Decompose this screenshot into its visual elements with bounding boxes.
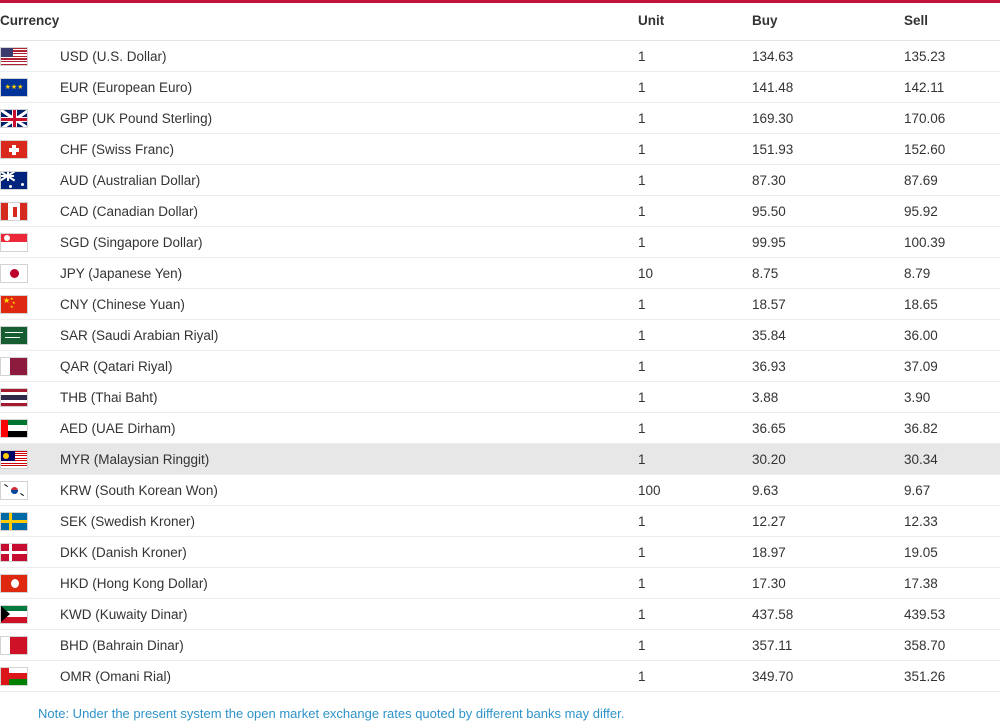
table-row[interactable] [0, 196, 1000, 227]
table-row[interactable] [0, 382, 1000, 413]
currency-buy-cell: 95.50 [752, 196, 904, 227]
currency-flag-cell [0, 661, 60, 692]
currency-name-cell: KRW (South Korean Won) [60, 475, 638, 506]
currency-unit-cell: 1 [638, 289, 752, 320]
currency-buy-cell: 12.27 [752, 506, 904, 537]
currency-flag-cell [0, 320, 60, 351]
currency-flag-cell [0, 41, 60, 72]
currency-name-cell: AUD (Australian Dollar) [60, 165, 638, 196]
flag-krw-icon [0, 481, 28, 500]
currency-unit-cell: 1 [638, 320, 752, 351]
flag-aed-icon [0, 419, 28, 438]
table-row[interactable] [0, 289, 1000, 320]
currency-buy-cell: 36.65 [752, 413, 904, 444]
currency-buy-cell: 169.30 [752, 103, 904, 134]
currency-name-cell: CHF (Swiss Franc) [60, 134, 638, 165]
currency-sell-cell: 36.00 [904, 320, 1000, 351]
currency-buy-cell: 437.58 [752, 599, 904, 630]
currency-buy-cell: 357.11 [752, 630, 904, 661]
flag-kwd-icon [0, 605, 28, 624]
currency-sell-cell: 17.38 [904, 568, 1000, 599]
currency-sell-cell: 135.23 [904, 41, 1000, 72]
currency-unit-cell: 1 [638, 103, 752, 134]
table-row[interactable] [0, 475, 1000, 506]
currency-unit-cell: 1 [638, 630, 752, 661]
currency-flag-cell [0, 227, 60, 258]
currency-sell-cell: 30.34 [904, 444, 1000, 475]
currency-buy-cell: 99.95 [752, 227, 904, 258]
currency-buy-cell: 87.30 [752, 165, 904, 196]
flag-gbp-icon [0, 109, 28, 128]
flag-sgd-icon [0, 233, 28, 252]
currency-unit-cell: 1 [638, 537, 752, 568]
table-body [0, 41, 1000, 692]
rates-note: Note: Under the present system the open market exchange rates quoted by different banks may differ. [38, 706, 625, 721]
flag-cny-icon: ★ ★ ★ ★ [0, 295, 28, 314]
currency-buy-cell: 9.63 [752, 475, 904, 506]
currency-flag-cell [0, 258, 60, 289]
currency-flag-cell [0, 382, 60, 413]
flag-sek-icon [0, 512, 28, 531]
currency-buy-cell: 349.70 [752, 661, 904, 692]
table-row[interactable] [0, 134, 1000, 165]
currency-name-cell: SEK (Swedish Kroner) [60, 506, 638, 537]
currency-flag-cell [0, 72, 60, 103]
table-row[interactable] [0, 72, 1000, 103]
currency-flag-cell [0, 103, 60, 134]
currency-name-cell: USD (U.S. Dollar) [60, 41, 638, 72]
currency-name-cell: KWD (Kuwaity Dinar) [60, 599, 638, 630]
currency-unit-cell: 1 [638, 41, 752, 72]
flag-dkk-icon [0, 543, 28, 562]
currency-unit-cell: 1 [638, 134, 752, 165]
currency-sell-cell: 351.26 [904, 661, 1000, 692]
flag-chf-icon [0, 140, 28, 159]
currency-name-cell: CNY (Chinese Yuan) [60, 289, 638, 320]
currency-name-cell: SAR (Saudi Arabian Riyal) [60, 320, 638, 351]
table-header-row [0, 3, 1000, 41]
flag-cad-icon [0, 202, 28, 221]
currency-unit-cell: 100 [638, 475, 752, 506]
flag-myr-icon [0, 450, 28, 469]
table-row[interactable] [0, 599, 1000, 630]
table-row[interactable] [0, 537, 1000, 568]
column-header-buy: Buy [752, 3, 904, 41]
currency-unit-cell: 1 [638, 227, 752, 258]
currency-name-cell: AED (UAE Dirham) [60, 413, 638, 444]
currency-buy-cell: 17.30 [752, 568, 904, 599]
currency-name-cell: EUR (European Euro) [60, 72, 638, 103]
column-header-sell: Sell [904, 3, 1000, 41]
table-row[interactable] [0, 165, 1000, 196]
flag-aud-icon [0, 171, 28, 190]
currency-buy-cell: 36.93 [752, 351, 904, 382]
column-header-currency: Currency [0, 3, 638, 41]
exchange-rates-table [0, 3, 1000, 692]
currency-unit-cell: 1 [638, 599, 752, 630]
flag-qar-icon [0, 357, 28, 376]
flag-bhd-icon [0, 636, 28, 655]
currency-sell-cell: 100.39 [904, 227, 1000, 258]
flag-sar-icon [0, 326, 28, 345]
currency-sell-cell: 95.92 [904, 196, 1000, 227]
currency-sell-cell: 152.60 [904, 134, 1000, 165]
table-row[interactable] [0, 413, 1000, 444]
currency-sell-cell: 439.53 [904, 599, 1000, 630]
currency-buy-cell: 35.84 [752, 320, 904, 351]
currency-sell-cell: 9.67 [904, 475, 1000, 506]
currency-unit-cell: 1 [638, 506, 752, 537]
currency-flag-cell [0, 134, 60, 165]
currency-buy-cell: 3.88 [752, 382, 904, 413]
currency-flag-cell [0, 196, 60, 227]
currency-flag-cell [0, 351, 60, 382]
currency-flag-cell [0, 289, 60, 320]
currency-unit-cell: 1 [638, 444, 752, 475]
table-row[interactable] [0, 320, 1000, 351]
currency-name-cell: DKK (Danish Kroner) [60, 537, 638, 568]
currency-sell-cell: 19.05 [904, 537, 1000, 568]
flag-omr-icon [0, 667, 28, 686]
currency-unit-cell: 1 [638, 165, 752, 196]
currency-buy-cell: 18.57 [752, 289, 904, 320]
currency-flag-cell [0, 537, 60, 568]
currency-flag-cell [0, 165, 60, 196]
flag-eur-icon: ★★★ [0, 78, 28, 97]
currency-name-cell: JPY (Japanese Yen) [60, 258, 638, 289]
currency-unit-cell: 1 [638, 196, 752, 227]
currency-unit-cell: 1 [638, 661, 752, 692]
currency-sell-cell: 37.09 [904, 351, 1000, 382]
currency-flag-cell [0, 630, 60, 661]
currency-name-cell: CAD (Canadian Dollar) [60, 196, 638, 227]
currency-sell-cell: 8.79 [904, 258, 1000, 289]
currency-name-cell: OMR (Omani Rial) [60, 661, 638, 692]
table-row[interactable] [0, 506, 1000, 537]
currency-buy-cell: 30.20 [752, 444, 904, 475]
currency-name-cell: QAR (Qatari Riyal) [60, 351, 638, 382]
table-row[interactable] [0, 630, 1000, 661]
currency-flag-cell [0, 568, 60, 599]
currency-buy-cell: 151.93 [752, 134, 904, 165]
currency-name-cell: HKD (Hong Kong Dollar) [60, 568, 638, 599]
currency-unit-cell: 1 [638, 72, 752, 103]
currency-sell-cell: 3.90 [904, 382, 1000, 413]
currency-buy-cell: 18.97 [752, 537, 904, 568]
currency-sell-cell: 36.82 [904, 413, 1000, 444]
currency-unit-cell: 1 [638, 351, 752, 382]
currency-unit-cell: 1 [638, 568, 752, 599]
currency-unit-cell: 10 [638, 258, 752, 289]
currency-buy-cell: 8.75 [752, 258, 904, 289]
flag-thb-icon [0, 388, 28, 407]
flag-jpy-icon [0, 264, 28, 283]
currency-sell-cell: 18.65 [904, 289, 1000, 320]
currency-sell-cell: 358.70 [904, 630, 1000, 661]
column-header-unit: Unit [638, 3, 752, 41]
currency-name-cell: SGD (Singapore Dollar) [60, 227, 638, 258]
currency-flag-cell [0, 413, 60, 444]
flag-usd-icon [0, 47, 28, 66]
table-row[interactable] [0, 568, 1000, 599]
currency-flag-cell [0, 475, 60, 506]
currency-buy-cell: 141.48 [752, 72, 904, 103]
currency-flag-cell [0, 506, 60, 537]
flag-hkd-icon [0, 574, 28, 593]
currency-sell-cell: 87.69 [904, 165, 1000, 196]
table-row[interactable] [0, 258, 1000, 289]
currency-sell-cell: 170.06 [904, 103, 1000, 134]
currency-buy-cell: 134.63 [752, 41, 904, 72]
currency-unit-cell: 1 [638, 382, 752, 413]
table-row[interactable] [0, 41, 1000, 72]
table-header [0, 3, 1000, 41]
currency-name-cell: MYR (Malaysian Ringgit) [60, 444, 638, 475]
currency-name-cell: THB (Thai Baht) [60, 382, 638, 413]
currency-flag-cell [0, 599, 60, 630]
table-row[interactable] [0, 103, 1000, 134]
currency-sell-cell: 142.11 [904, 72, 1000, 103]
currency-name-cell: GBP (UK Pound Sterling) [60, 103, 638, 134]
currency-flag-cell [0, 444, 60, 475]
table-row[interactable] [0, 661, 1000, 692]
table-row[interactable] [0, 227, 1000, 258]
currency-name-cell: BHD (Bahrain Dinar) [60, 630, 638, 661]
currency-unit-cell: 1 [638, 413, 752, 444]
table-row[interactable] [0, 351, 1000, 382]
table-row[interactable] [0, 444, 1000, 475]
currency-sell-cell: 12.33 [904, 506, 1000, 537]
